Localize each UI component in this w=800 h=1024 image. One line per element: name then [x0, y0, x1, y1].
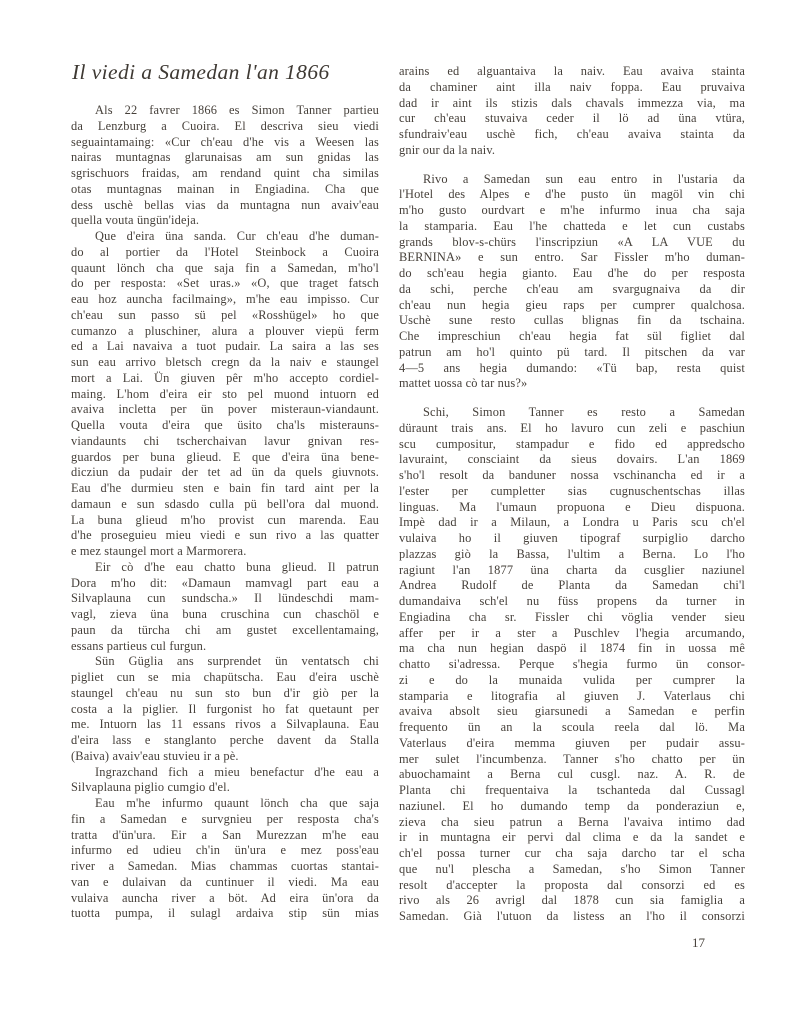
text-line: Schi, Simon Tanner es resto a Samedan: [423, 405, 745, 419]
text-line: Silvaplauna piglio cumgio d'el.: [71, 780, 230, 795]
text-line: do per resposta: «Set uras.» «O, que traget fatsch: [71, 276, 379, 291]
text-line: d'eira lass e stanglanto perche davent da Stalla: [71, 733, 379, 747]
text-line: ch'el possa turner cur cha saja darcho tar el scha: [399, 846, 745, 860]
text-line: sgrischuors fraidas, am rendand quint cha similas: [71, 166, 379, 180]
text-line: e mez staungel mort a Marmorera.: [71, 544, 247, 558]
text-line: river a Samedan. Mias chammas cuortas stantai-: [71, 859, 379, 873]
text-line: La buna glieud m'ho provist cun marenda. Eau: [71, 512, 379, 527]
text-line: la stamparia. Eau l'he chatteda e let cun custabs: [399, 218, 745, 233]
text-line: que nu'l plescha a Samedan, s'ho Simon Tanner: [399, 861, 745, 876]
text-line: otas muntagnas mainan in Engiadina. Cha que: [71, 181, 379, 196]
text-line: da chaminer aint illa naiv foppa. Eau pruvaiva: [399, 79, 745, 94]
page-number: 17: [692, 935, 705, 950]
paragraph: [399, 64, 745, 159]
text-line: van e dulaivan da cuntinuer il viedi. Ma eau: [71, 874, 379, 889]
text-line: eau hoz auncha facilmaing», m'he eau impisso. Cur: [71, 292, 379, 306]
text-line: dess uschè bellas vias da muntagna nun avaiv'eau: [71, 197, 379, 212]
text-line: nairas muntagnas glarunaisas am sun gnidas las: [71, 150, 379, 165]
text-line: dad ir aint ils stizis dals chavals immezza via, ma: [399, 95, 745, 110]
text-line: cumanzo a pluschiner, alura a plouver viepü ferm: [71, 323, 379, 338]
text-line: plazzas giò la Bassa, l'ultim a Berna. Lo l'ho: [399, 546, 745, 561]
text-line: Andrea Rudolf de Planta da Samedan chi'l: [399, 578, 745, 593]
text-line: fin a Samedan e survgnieu per resposta cha's: [71, 811, 379, 826]
text-line: mer sulet l'incumbenza. Tanner s'ho chatto per ün: [399, 751, 745, 766]
text-line: sfundraiv'eau uschè fich, ch'eau avaiva stainta da: [399, 127, 745, 141]
text-column-right: [399, 64, 745, 925]
text-line: Samedan. Già l'utuon da listess an l'ho il consorzi: [399, 909, 745, 923]
text-line: d'he proseguieu mieu viedi e sun rivo a las quatter: [71, 528, 379, 543]
text-line: viandaunts chi tscherchaivan lavur gnivan res-: [71, 433, 379, 448]
text-line: costa a la piglier. Il furgonist ho fat quetaunt per: [71, 701, 379, 716]
text-line: avaiva incletta per ün pover misteraun-viandaunt.: [71, 402, 379, 417]
text-line: Uschè sune resto cullas blignas fin da tschaina.: [399, 313, 745, 328]
text-line: mort a Lai. Ün giuven pêr m'ho accepto cordiel-: [71, 370, 379, 385]
text-line: mattet uossa cò tar nus?»: [399, 376, 528, 391]
text-line: Eau d'he durmieu sten e bain fin tard aint per la: [71, 481, 379, 495]
text-column-left: [71, 103, 379, 922]
text-line: avaiva absolt sieu giarsunedi a Samedan e perfin: [399, 704, 745, 719]
text-line: Eau m'he infurmo quaunt lönch cha que saja: [95, 796, 379, 810]
paragraph: [71, 229, 379, 560]
text-line: frequento ün an la scoula reela dal lö. Ma: [399, 720, 745, 734]
text-line: grands blov-s-chürs l'inscripziun «A LA VUE du: [399, 234, 745, 249]
text-line: arains ed alguantaiva la naiv. Eau avaiva stainta: [399, 64, 745, 78]
text-line: s'ho'l resolt da banduner nossa vschinancha ed ir a: [399, 468, 745, 482]
text-line: guardos per buna glieud. E que d'eira üna bene-: [71, 449, 379, 464]
text-line: lavuraint, consciaint da sieus dovairs. L'an 1869: [399, 452, 745, 467]
page-title: Il viedi a Samedan l'an 1866: [72, 60, 330, 84]
paragraph: [71, 560, 379, 655]
paragraph: [71, 765, 379, 797]
text-line: paun da türcha chi am gustet excellentamaing,: [71, 622, 379, 637]
text-line: infurmo ed udieu ch'in ün'ura e mez poss'eau: [71, 843, 379, 858]
text-line: düraunt trais ans. El ho lavuro cun zeli e paschiun: [399, 420, 745, 435]
text-line: tuotta pumpa, il sulagl ardaiva stip sün mias: [71, 906, 379, 921]
text-line: affer per ir a ster a Puschlev l'hegia arcumando,: [399, 625, 745, 640]
text-line: scu cumpositur, stampadur e fido ed appredscho: [399, 436, 745, 451]
text-line: stamparia e litografia al giuven J. Vaterlaus chi: [399, 688, 745, 703]
text-line: patrun am ho'l quinto pü tard. Il pitschen da var: [399, 344, 745, 359]
text-line: ed a Lai navaiva a tuot pudair. La saira a las ses: [71, 339, 379, 354]
text-line: ir in muntagna eir pervi dal clima e da la sandet e: [399, 830, 745, 845]
text-line: dumandaiva sch'el nu füss propens da turner in: [399, 594, 745, 608]
text-line: Sün Güglia ans surprendet ün ventatsch chi: [95, 654, 379, 669]
text-line: me. Intuorn las 11 essans rivos a Silvaplauna. Eau: [71, 717, 379, 732]
text-line: quaunt lönch cha que saja fin a Samedan, m'ho'l: [71, 260, 379, 275]
text-line: do al portier da l'Hotel Steinbock a Cuoira: [71, 244, 379, 259]
text-line: Rivo a Samedan sun eau entro in l'ustaria da: [423, 171, 745, 186]
text-line: maing. L'hom d'eira eir sto pel muond intuorn ed: [71, 386, 379, 401]
text-line: Dora m'ho dit: «Damaun mamvagl part eau a: [71, 575, 379, 590]
text-line: Que d'eira üna sanda. Cur ch'eau d'he duman-: [95, 229, 379, 243]
text-line: Impè dad ir a Milaun, a Londra u Paris scu ch'el: [399, 515, 745, 530]
text-line: seguaintamaing: «Cur ch'eau d'he vis a Weesen las: [71, 134, 379, 149]
text-line: Planta chi frequentaiva la tschanteda dal Cussagl: [399, 783, 745, 797]
text-line: l'Hotel des Alpes e d'he pusto ün magöl vin chi: [399, 187, 745, 202]
text-line: Quella vouta d'eira que üsito cha'ls misterauns-: [71, 418, 379, 432]
text-line: 4—5 ans hegia dumando: «Tü bap, resta quist: [399, 360, 745, 375]
text-line: dicziun da pudair der tet ad ün da quels giuvnots.: [71, 465, 379, 480]
paragraph: [71, 796, 379, 922]
text-line: vulaiva ho il giuven tipograf surpiglio darcho: [399, 531, 745, 545]
text-line: zi e do la munaida vulida per cumprer la: [399, 672, 745, 687]
text-line: rivo als 26 avrigl dal 1878 cun sia famiglia a: [399, 893, 745, 908]
text-line: Eir cò d'he eau chatto buna glieud. Il patrun: [95, 559, 379, 574]
text-line: naziunel. El ho dumando temp da ponderaziun e,: [399, 798, 745, 813]
text-line: resolt d'accepter la proposta dal consorzi ed es: [399, 877, 745, 892]
text-line: ma cha nun hegian daspö il 1874 fin in uossa mê: [399, 641, 745, 656]
text-line: chatto si'adressa. Perque s'hegia furmo ün consor-: [399, 657, 745, 671]
text-line: quella vouta üngün'ideja.: [71, 213, 200, 228]
text-line: ragiunt l'an 1877 üna charta da cusglier naziunel: [399, 562, 745, 577]
text-line: da schi, perche ch'eau am svargugnaiva da dir: [399, 281, 745, 296]
text-line: Ingrazchand fich a mieu benefactur d'he eau a: [95, 764, 379, 779]
text-line: Engiadina cha sr. Fissler chi vöglia vender sieu: [399, 609, 745, 624]
text-line: zieva cha sieu patrun a Berna l'avaiva intimo dad: [399, 814, 745, 829]
text-line: tratta d'ün'ura. Eir a San Murezzan m'he eau: [71, 827, 379, 842]
text-line: essans partieus cul furgun.: [71, 638, 207, 653]
text-line: ch'eau sun passo sü pel «Rosshügel» ho que: [71, 307, 379, 322]
text-line: do sch'eau hegia gianto. Eau d'he do per resposta: [399, 266, 745, 280]
text-line: (Baiva) avaiv'eau stuvieu ir a pè.: [71, 748, 239, 763]
text-line: m'ho gusto ourdvart e m'he infurmo inua cha saja: [399, 203, 745, 217]
paragraph: [71, 103, 379, 229]
text-line: damaun e sun sdasdo culla pü bell'ora dal muond.: [71, 496, 379, 511]
text-line: Vaterlaus d'eira memma giuven per pudair assu-: [399, 735, 745, 750]
paragraph: [399, 172, 745, 393]
text-line: vagl, zieva üna buna cruschina cun chaschöl e: [71, 607, 379, 621]
text-line: staungel ch'eau nu sun sto bun d'ir giò per la: [71, 685, 379, 700]
paragraph: [71, 654, 379, 764]
text-line: cur ch'eau stuvaiva ceder il lö ad üna vtüra,: [399, 111, 745, 126]
text-line: pigliet cun se mia chapütscha. Eau d'eira uschè: [71, 670, 379, 684]
text-line: abuochamaint a Berna cul cusgl. naz. A. R. de: [399, 767, 745, 782]
text-line: gnir our da la naiv.: [399, 142, 496, 157]
text-line: Che impreschiun ch'eau hegia fat sül figliet dal: [399, 329, 745, 343]
text-line: vulaiva auncha river a böt. Ad eira ün'ora da: [71, 890, 379, 905]
text-line: l'ester per cumpletter sias cugnuschentschas illas: [399, 483, 745, 498]
text-line: ch'eau nun hegia gieu raps per cumprer qualchosa.: [399, 297, 745, 312]
text-line: BERNINA» e sun entro. Sar Fissler m'ho duman-: [399, 250, 745, 265]
text-line: Silvaplauna cun sundscha.» Il lündeschdi mam-: [71, 591, 379, 606]
text-line: da Lenzburg a Cuoira. El descriva sieu viedi: [71, 118, 379, 133]
text-line: Als 22 favrer 1866 es Simon Tanner partieu: [95, 103, 379, 117]
text-line: sun eau arrivo bletsch cregn da la naiv e staungel: [71, 355, 379, 369]
text-line: linguas. Ma l'umaun propuona e Dieu dispuona.: [399, 499, 745, 514]
paragraph: [399, 405, 745, 925]
